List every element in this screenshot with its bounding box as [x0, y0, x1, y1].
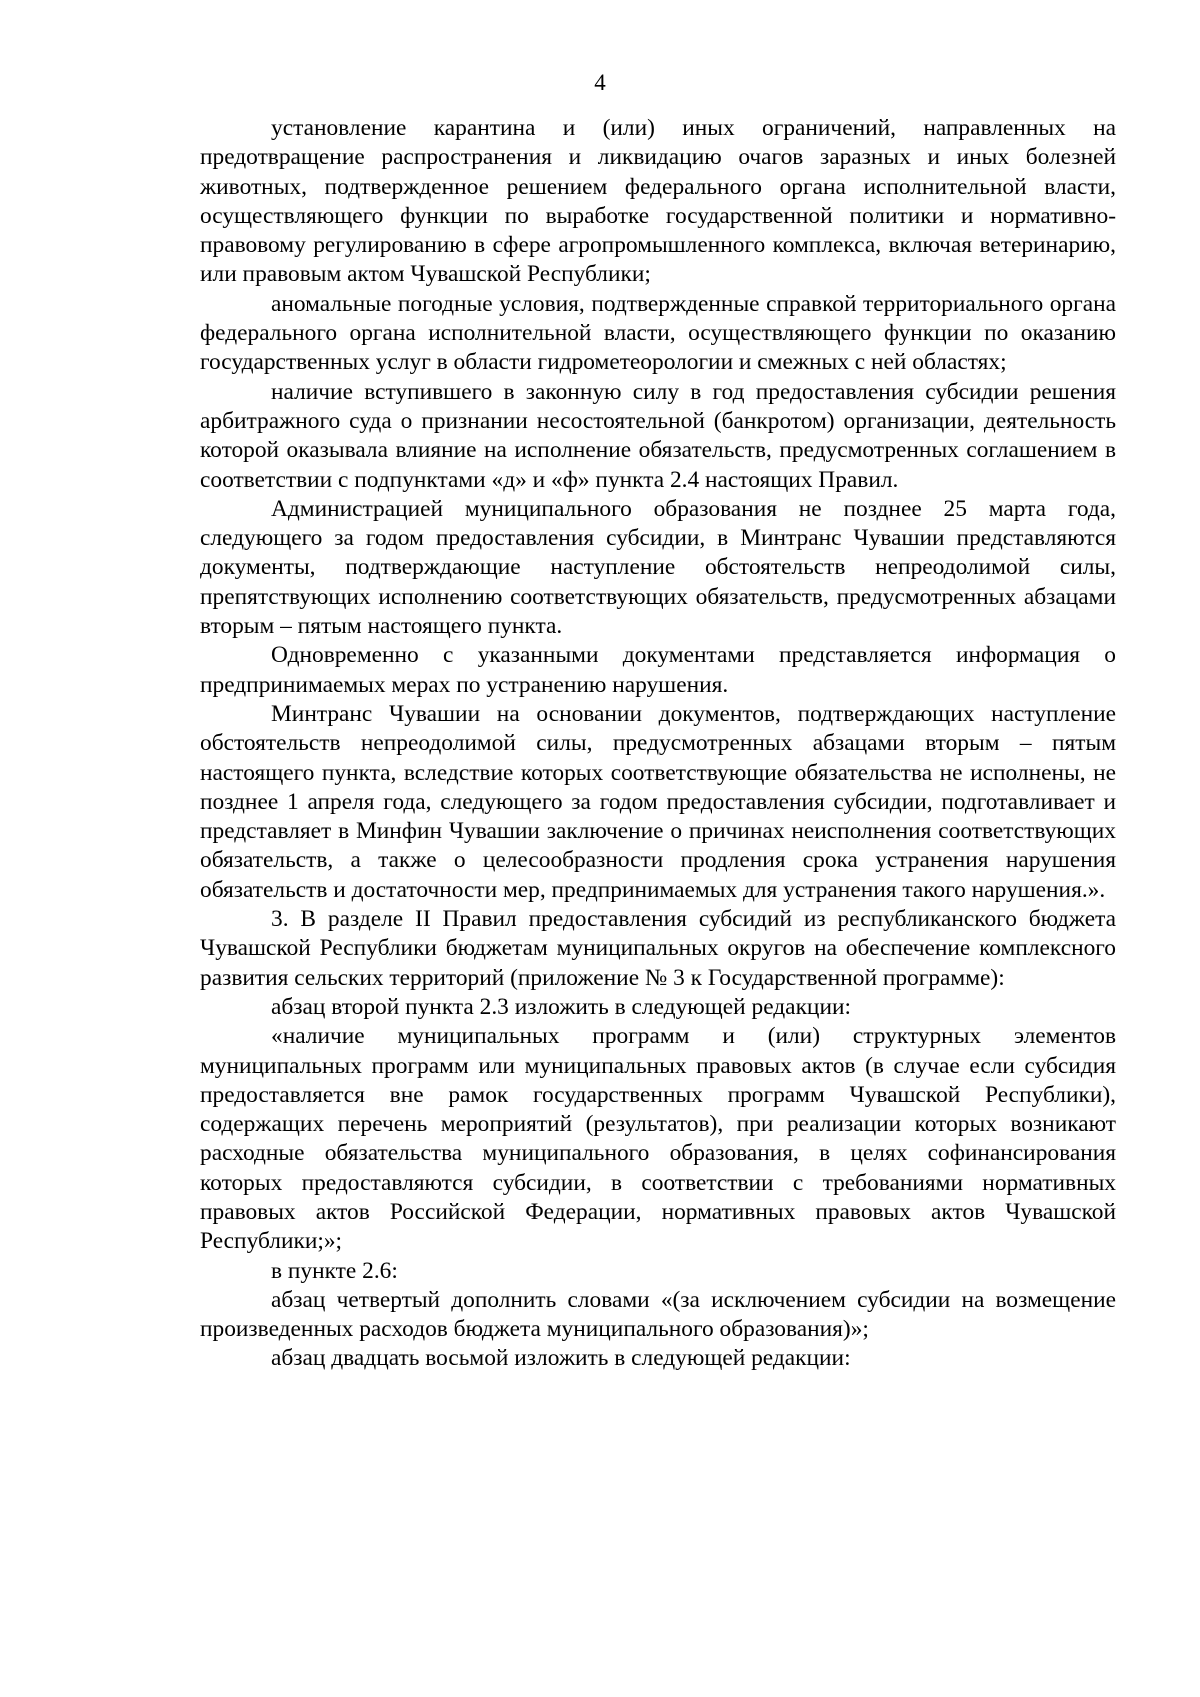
paragraph-measures-info: Одновременно с указанными документами представляется информация о предпринимаемых мерах по устранению нарушения.	[200, 642, 1116, 698]
paragraph-municipal-programs: «наличие муниципальных программ и (или) структурных элементов муниципальных программ или муниципальных правовых актов (в случае если субсидия предоставляется вне рамок государственных программ Чувашской Республики), содержащих перечень мероприятий (результатов), при реализации которых возникают расходные обязательства муниципального образования, в целях софинансирования которых предоставляются субсидии, в соответствии с требованиями нормативных правовых актов Российской Федерации, нормативных правовых актов Чувашской Республики;»;	[200, 1023, 1116, 1255]
paragraph-bankruptcy: наличие вступившего в законную силу в год предоставления субсидии решения арбитражного суда о признании несостоятельной (банкротом) организации, деятельность которой оказывала влияние на исполнение обязательств, предусмотренных соглашением в соответствии с подпунктами «д» и «ф» пункта 2.4 настоящих Правил.	[200, 378, 1116, 493]
page-number: 4	[594, 70, 606, 95]
paragraph-mintrans-conclusion: Минтранс Чувашии на основании документов, подтверждающих наступление обстоятельств непреодолимой силы, предусмотренных абзацами вторым – пятым настоящего пункта, вследствие которых соответствующие обязательства не исполнены, не позднее 1 апреля года, следующего за годом предоставления субсидии, подготавливает и представляет в Минфин Чувашии заключение о причинах неисполнения соответствующих обязательств, а также о целесообразности продления срока устранения нарушения обязательств и достаточности мер, предпринимаемых для устранения такого нарушения.».	[200, 700, 1116, 903]
paragraph-weather: аномальные погодные условия, подтвержденные справкой территориального органа федерального органа исполнительной власти, осуществляющего функции по оказанию государственных услуг в области гидрометеорологии и смежных с ней областях;	[200, 290, 1116, 376]
document-body	[200, 114, 1116, 1374]
paragraph-administration-documents: Администрацией муниципального образования не позднее 25 марта года, следующего за годом предоставления субсидии, в Минтранс Чувашии представляются документы, подтверждающие наступление обстоятельств непреодолимой силы, препятствующих исполнению соответствующих обязательств, предусмотренных абзацами вторым – пятым настоящего пункта.	[200, 495, 1116, 640]
paragraph-quarantine: установление карантина и (или) иных ограничений, направленных на предотвращение распространения и ликвидацию очагов заразных и иных болезней животных, подтвержденное решением федерального органа исполнительной власти, осуществляющего функции по выработке государственной политики и нормативно-правовому регулированию в сфере агропромышленного комплекса, включая ветеринарию, или правовым актом Чувашской Республики;	[200, 115, 1116, 288]
paragraph-section-ii-amendment: 3. В разделе II Правил предоставления субсидий из республиканского бюджета Чувашской Республики бюджетам муниципальных округов на обеспечение комплексного развития сельских территорий (приложение № 3 к Государственной программе):	[200, 906, 1116, 991]
paragraph-twenty-eighth: абзац двадцать восьмой изложить в следующей редакции:	[271, 1345, 851, 1372]
paragraph-clause-2-3: абзац второй пункта 2.3 изложить в следующей редакции:	[271, 993, 851, 1020]
paragraph-clause-2-6: в пункте 2.6:	[271, 1257, 398, 1284]
paragraph-fourth-paragraph: абзац четвертый дополнить словами «(за исключением субсидии на возмещение произведенных расходов бюджета муниципального образования)»;	[200, 1286, 1116, 1343]
